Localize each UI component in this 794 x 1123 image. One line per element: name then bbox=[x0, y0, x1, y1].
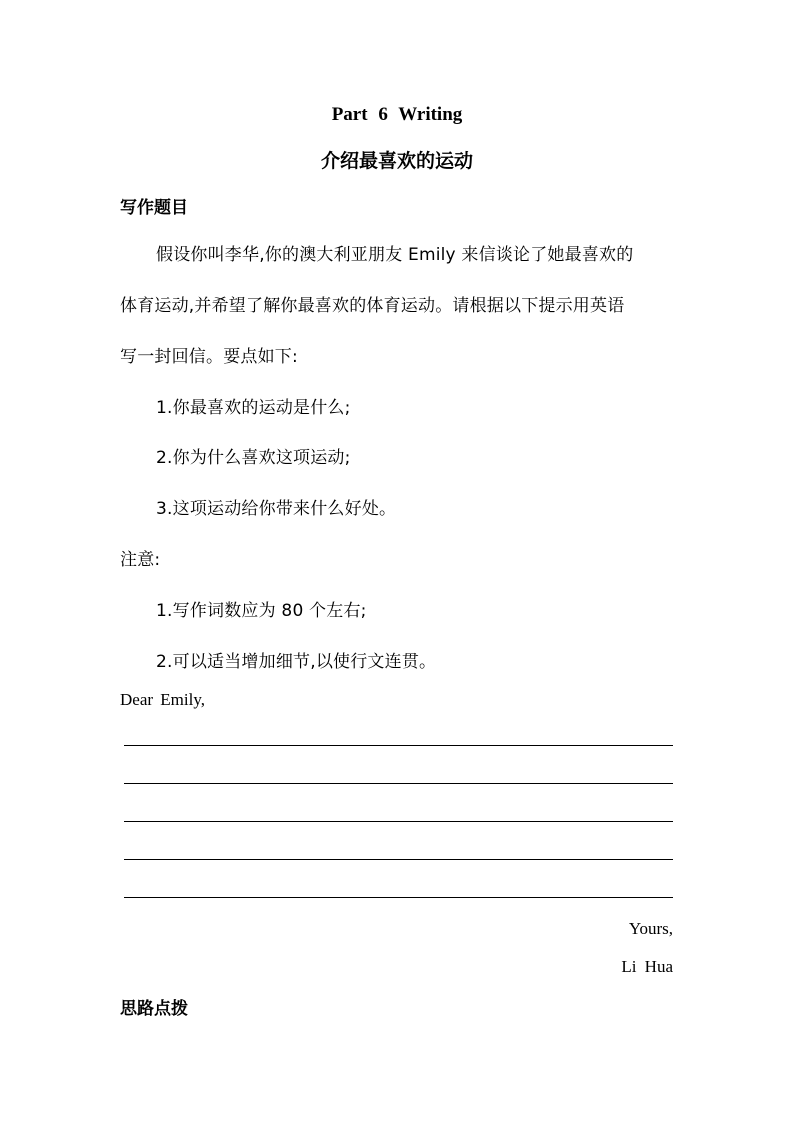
prompt-line-3: 写一封回信。要点如下: bbox=[120, 347, 298, 367]
prompt-point-3: 3.这项运动给你带来什么好处。 bbox=[156, 499, 397, 519]
prompt-heading: 写作题目 bbox=[120, 198, 188, 218]
prompt-point-1: 1.你最喜欢的运动是什么; bbox=[156, 398, 351, 418]
writing-line-4[interactable] bbox=[124, 859, 673, 860]
notes-heading: 注意: bbox=[120, 550, 161, 570]
prompt-line-1: 假设你叫李华,你的澳大利亚朋友 Emily 来信谈论了她最喜欢的 bbox=[156, 245, 634, 265]
note-item-1: 1.写作词数应为 80 个左右; bbox=[156, 601, 367, 621]
part-title: Part 6 Writing bbox=[331, 104, 463, 125]
letter-salutation: Dear Emily, bbox=[120, 690, 205, 709]
writing-line-5[interactable] bbox=[124, 897, 673, 898]
writing-line-2[interactable] bbox=[124, 783, 673, 784]
letter-signature: Li Hua bbox=[621, 957, 673, 976]
prompt-point-2: 2.你为什么喜欢这项运动; bbox=[156, 448, 351, 468]
topic-title: 介绍最喜欢的运动 bbox=[320, 150, 473, 172]
writing-line-3[interactable] bbox=[124, 821, 673, 822]
prompt-line-2: 体育运动,并希望了解你最喜欢的体育运动。请根据以下提示用英语 bbox=[120, 296, 625, 316]
footer-heading: 思路点拨 bbox=[120, 999, 188, 1019]
writing-line-1[interactable] bbox=[124, 745, 673, 746]
letter-closing: Yours, bbox=[628, 919, 673, 938]
note-item-2: 2.可以适当增加细节,以使行文连贯。 bbox=[156, 652, 437, 672]
